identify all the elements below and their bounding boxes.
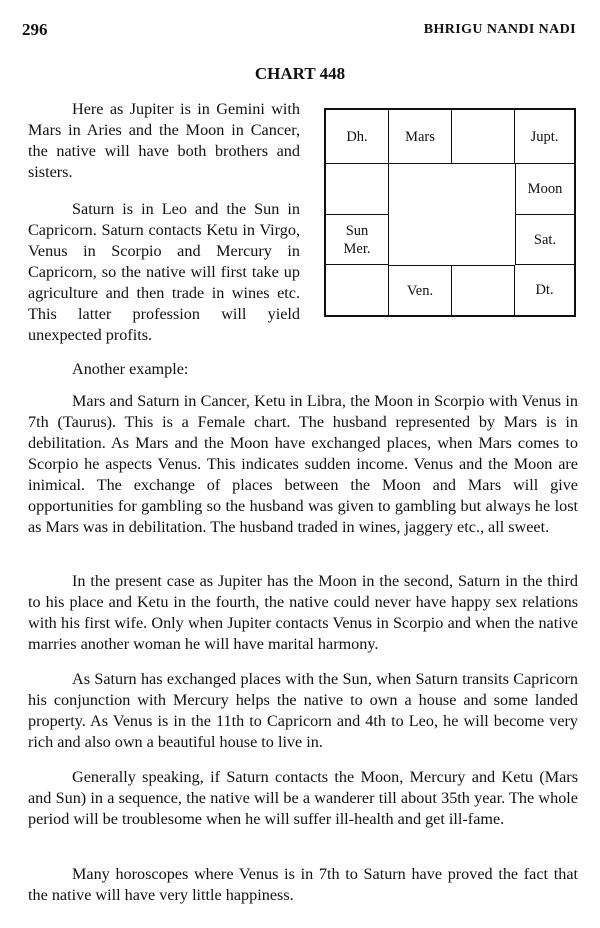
- chart-center: [389, 164, 515, 265]
- house-capricorn: [326, 215, 389, 265]
- house-gemini: Jupt.: [515, 110, 574, 164]
- house-virgo: Dt.: [535, 282, 554, 298]
- house-leo: Sat.: [515, 215, 574, 265]
- house-scorpio: Ven.: [389, 265, 452, 315]
- running-head: BHRIGU NANDI NADI: [423, 22, 576, 37]
- paragraph-4: Mars and Saturn in Cancer, Ketu in Libra, the Moon in Scorpio with Venus in 7th (Taurus). This is a Female chart. The husband represented by Mars is in debilitation. As Mars and the Moon have exchanged places, when Mars comes to Scorpio he aspects Venus. This indicates sudden income. Venus and the Moon are inimical. The exchange of places between the Moon and Mars will give opportunities for gambling so the husband was given to gambling but always he lost as Mars was in debilitation. The husband traded in wines, jaggery etc., all sweet.: [28, 392, 578, 536]
- capricorn-planet-2: Mer.: [343, 240, 371, 257]
- paragraph-2: Saturn is in Leo and the Sun in Capricorn. Saturn contacts Ketu in Virgo, Venus in Scorpio and Mercury in Capricorn, so the native will first take up agriculture and then trade in wines etc. This latter profession will yield unexpected profits.: [28, 200, 300, 344]
- paragraph-6: As Saturn has exchanged places with the Sun, when Saturn transits Capricorn his conjunction with Mercury helps the native to own a house and some landed property. As Venus is in the 11th to Capricorn and 4th to Leo, he will become very rich and also own a beautiful house to live in.: [28, 670, 578, 751]
- paragraph-7: Generally speaking, if Saturn contacts the Moon, Mercury and Ketu (Mars and Sun) in a sequence, the native will be a wanderer till about 35th year. The whole period will be troublesome when he will suffer ill-health and get ill-fame.: [28, 768, 578, 828]
- house-sagittarius: [326, 265, 389, 315]
- house-libra: [452, 265, 515, 315]
- paragraph-1: Here as Jupiter is in Gemini with Mars in Aries and the Moon in Cancer, the native will have both brothers and sisters.: [28, 100, 300, 181]
- horoscope-chart: [324, 108, 576, 317]
- house-aries: Mars: [389, 110, 452, 164]
- chart-title: CHART 448: [254, 64, 346, 83]
- house-taurus: [452, 110, 515, 164]
- paragraph-3: Another example:: [72, 360, 189, 378]
- capricorn-planet-1: Sun: [345, 222, 369, 239]
- house-pisces: Dh.: [326, 110, 389, 164]
- house-cancer: Moon: [515, 164, 574, 215]
- paragraph-5: In the present case as Jupiter has the Moon in the second, Saturn in the third to his place and Ketu in the fourth, the native could never have happy sex relations with his first wife. Only when Jupiter contacts Venus in Scorpio and when the native marries another woman he will have marital harmony.: [28, 572, 578, 653]
- paragraph-8: Many horoscopes where Venus is in 7th to Saturn have proved the fact that the native will have very little happiness.: [28, 865, 578, 904]
- house-aquarius: [326, 164, 389, 215]
- page-number: 296: [22, 20, 48, 39]
